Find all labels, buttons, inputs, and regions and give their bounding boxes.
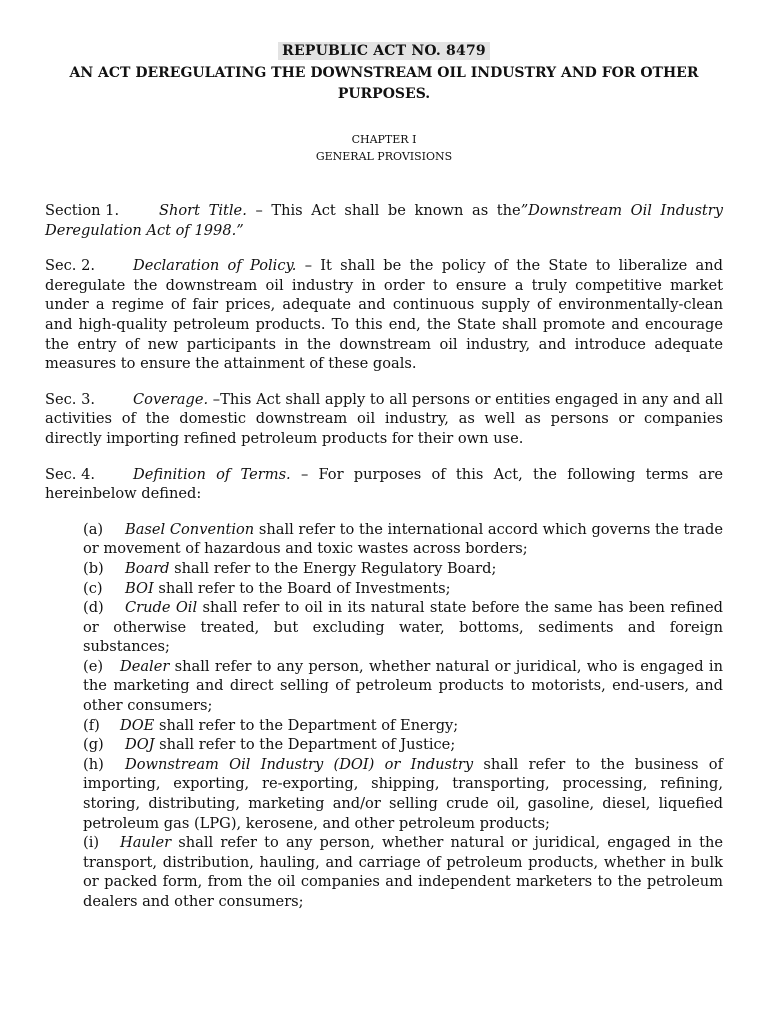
section-number: Section 1. [45, 202, 120, 219]
section-2 [45, 256, 723, 374]
term-letter: (h) [83, 755, 104, 773]
section-number: Sec. 2. [45, 257, 96, 275]
terms-list [83, 520, 723, 912]
term-name: Basel Convention [125, 520, 255, 538]
term-item-f [83, 716, 723, 736]
term-definition: shall refer to any person, whether natural or juridical, who is engaged in the marketing and direct selling of petroleum products to motorists, end-users, and other consumers; [83, 657, 723, 715]
term-definition: shall refer to the Board of Investments; [153, 579, 451, 597]
term-definition: shall refer to oil in its natural state before the same has been refined or otherwise treated, but excluding water, bottoms, sediments and foreign substances; [83, 599, 723, 656]
section-text: – This Act shall be known as the [246, 202, 521, 219]
section-3 [45, 390, 723, 449]
term-item-i [83, 833, 723, 911]
term-letter: (f) [83, 716, 100, 734]
chapter-number: CHAPTER I [351, 133, 417, 146]
term-definition: shall refer to the business of importing, exporting, re-exporting, shipping, transporting, processing, refining, storing, distributing, marketing and/or selling crude oil, gasoline, diesel, liquefied petroleum gas (LPG), kerosene, and other petroleum products; [83, 755, 723, 832]
term-letter: (c) [83, 579, 103, 597]
term-letter: (e) [83, 657, 104, 675]
term-name: Hauler [120, 834, 172, 852]
act-number: REPUBLIC ACT NO. 8479 [278, 42, 490, 60]
term-item-g [83, 735, 723, 755]
term-item-h [83, 755, 723, 833]
term-definition: shall refer to the Energy Regulatory Board; [169, 559, 497, 577]
term-item-d [83, 598, 723, 657]
act-short-title: ”Downstream Oil Industry Deregulation Act of 1998.” [45, 202, 724, 239]
term-name: Board [125, 559, 170, 577]
term-item-e [83, 657, 723, 716]
term-definition: shall refer to the international accord which governs the trade or movement of hazardous and toxic wastes across borders; [83, 520, 724, 558]
term-name: Dealer [120, 657, 170, 675]
term-definition: shall refer to any person, whether natural or juridical, engaged in the transport, distribution, hauling, and carriage of petroleum products, whether in bulk or packed form, from the oil companies and independent marketers to the petroleum dealers and other consumers; [83, 834, 723, 910]
section-number: Sec. 4. [45, 465, 96, 483]
section-text: – It shall be the policy of the State to liberalize and deregulate the downstream oil industry in order to ensure a truly competitive market under a regime of fair prices, adequate and continuous supply of environmentally-clean and high-quality petroleum products. To this end, the State shall promote and encourage the entry of new participants in the downstream oil industry, and introduce adequate measures to ensure the attainment of these goals. [45, 257, 723, 373]
section-4 [45, 465, 723, 504]
chapter-title: GENERAL PROVISIONS [315, 150, 453, 163]
term-letter: (g) [83, 736, 104, 754]
term-letter: (a) [83, 520, 104, 538]
term-letter: (i) [83, 834, 100, 852]
term-letter: (b) [83, 559, 104, 577]
section-number: Sec. 3. [45, 390, 96, 408]
title-block [45, 40, 723, 60]
section-heading: Declaration of Policy. [133, 257, 297, 275]
section-heading: Coverage. [133, 390, 209, 408]
act-title: AN ACT DEREGULATING THE DOWNSTREAM OIL INDUSTRY AND FOR OTHER PURPOSES. [69, 65, 699, 102]
term-item-b [83, 559, 723, 579]
term-name: DOJ [125, 736, 155, 754]
term-item-c [83, 579, 723, 599]
term-name: BOI [125, 579, 154, 597]
section-1 [45, 201, 723, 240]
term-letter: (d) [83, 599, 104, 617]
term-name: Downstream Oil Industry (DOI) or Industry [125, 755, 474, 773]
section-text: –This Act shall apply to all persons or entities engaged in any and all activities of the domestic downstream oil industry, as well as persons or companies directly importing refined petroleum products for their own use. [45, 390, 723, 447]
term-definition: shall refer to the Department of Energy; [154, 716, 459, 734]
section-heading: Short Title. [159, 202, 247, 219]
term-definition: shall refer to the Department of Justice; [154, 736, 456, 754]
section-text: – For purposes of this Act, the following terms are hereinbelow defined: [45, 465, 723, 503]
term-name: DOE [120, 716, 155, 734]
section-heading: Definition of Terms. [133, 465, 291, 483]
chapter-heading [45, 131, 723, 165]
term-item-a [83, 520, 723, 559]
term-name: Crude Oil [125, 599, 198, 617]
